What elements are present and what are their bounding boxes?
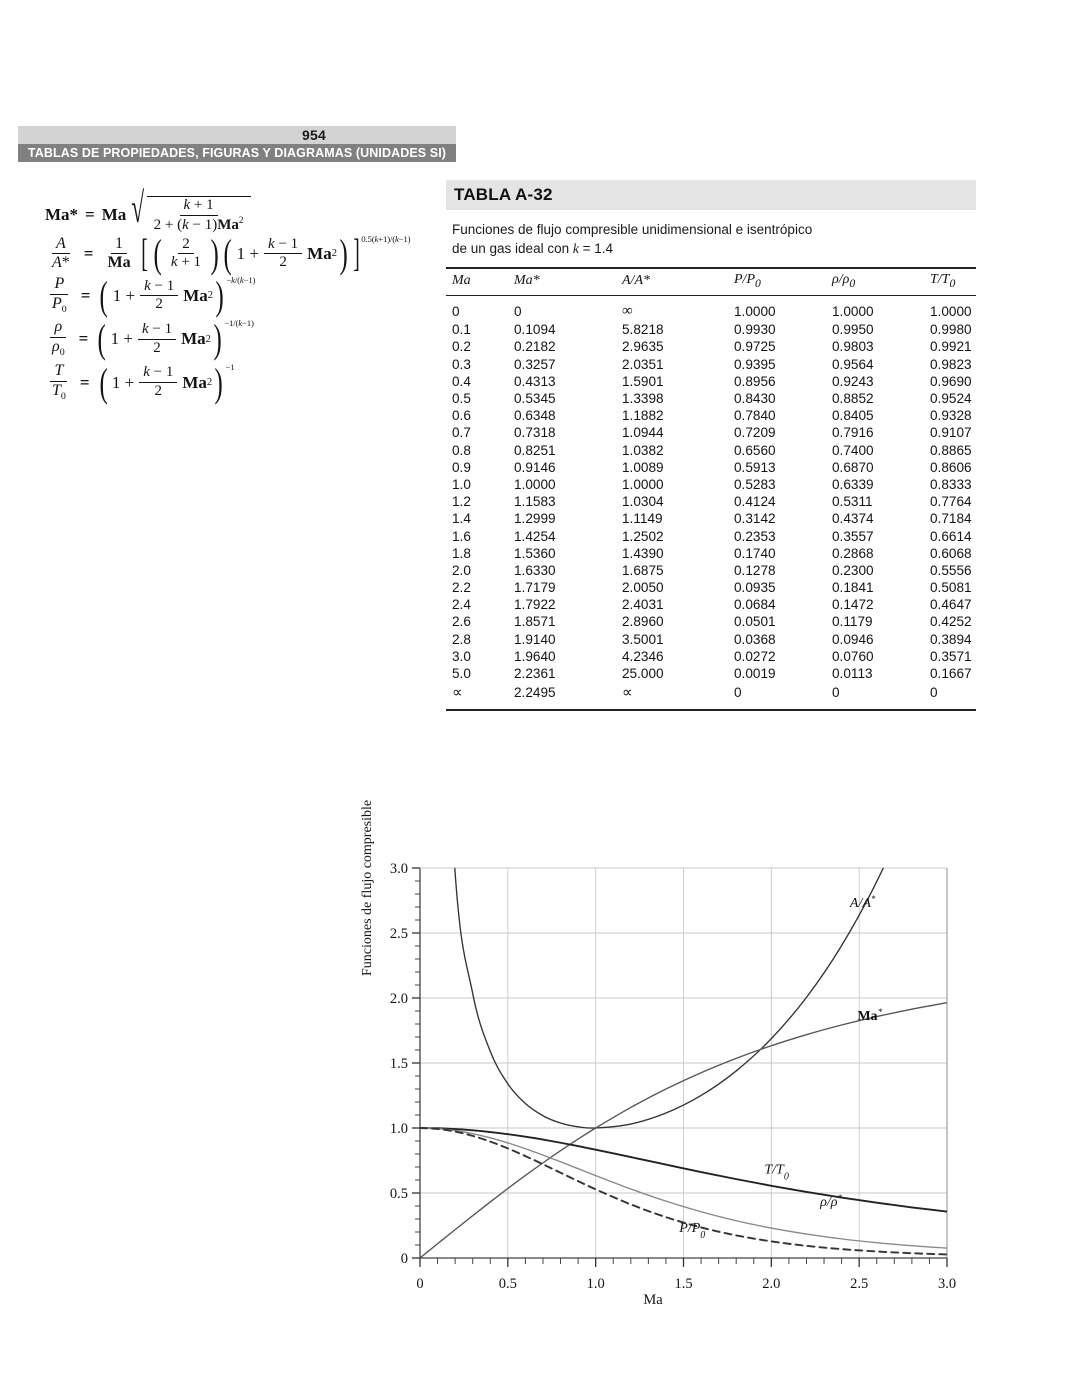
table-cell: 1.6 <box>452 528 471 544</box>
chart-x-tick-label: 3.0 <box>937 1276 957 1288</box>
table-cell: 2.9635 <box>622 339 664 355</box>
running-head-title: TABLAS DE PROPIEDADES, FIGURAS Y DIAGRAMAS (UNIDADES SI) <box>18 144 456 162</box>
chart-x-axis-label: Ma <box>643 1292 663 1308</box>
table-cell: 1.5901 <box>622 373 664 389</box>
table-cell: 0.9690 <box>930 373 972 389</box>
table-cell: 0.6068 <box>930 545 972 561</box>
table-cell: 0.5345 <box>514 391 556 407</box>
table-cell: 0.3 <box>452 356 471 372</box>
data-table <box>446 267 976 711</box>
table-cell: 5.8218 <box>622 322 664 338</box>
table-cell: 0.8956 <box>734 373 776 389</box>
table-row <box>446 545 976 562</box>
table-row <box>446 424 976 441</box>
table-cell: 0.2300 <box>832 562 874 578</box>
table-cell: ∝ <box>452 685 463 702</box>
table-row <box>446 373 976 390</box>
table-cell: 1.0000 <box>622 476 664 492</box>
col-header-ma-star: Ma* <box>514 273 540 289</box>
table-cell: 1.4 <box>452 511 471 527</box>
table-body <box>446 296 976 711</box>
table-cell: 0.6870 <box>832 459 874 475</box>
col-header-pressure-ratio: $P/P_0$ <box>734 272 761 291</box>
table-cell: 0.3257 <box>514 356 556 372</box>
table-row <box>446 493 976 510</box>
table-cell: 0.9146 <box>514 459 556 475</box>
formula-pressure-ratio: $\frac{P}{P_0}$ = ( 1 + $\frac{k - 1}{2}$ Ma 2 ) −k/(k−1) <box>52 272 256 318</box>
table-cell: 0.4124 <box>734 494 776 510</box>
table-cell: 0.0684 <box>734 597 776 613</box>
table-cell: 0.0760 <box>832 648 874 664</box>
table-cell: 1.4254 <box>514 528 556 544</box>
chart-x-tick-label: 2.0 <box>762 1276 781 1288</box>
table-cell: 0.9950 <box>832 322 874 338</box>
table-row <box>446 579 976 596</box>
table-caption <box>446 210 976 258</box>
table-cell: 0.0368 <box>734 631 776 647</box>
table-cell: 2.2 <box>452 580 471 596</box>
caption-text-pre: de un gas ideal con <box>452 241 573 257</box>
table-cell: 0.7318 <box>514 425 556 441</box>
table-cell: 0.7400 <box>832 442 874 458</box>
col-header-temperature-ratio: $T/T_0$ <box>930 272 956 291</box>
table-header <box>446 268 976 295</box>
table-cell: 0 <box>452 304 460 320</box>
col-header-ma: Ma <box>452 273 471 289</box>
table-title-band <box>446 180 976 210</box>
table-cell: 1.9140 <box>514 631 556 647</box>
table-cell: 0.0113 <box>832 666 873 682</box>
table-row <box>446 459 976 476</box>
table-cell: 0 <box>514 304 522 320</box>
table-cell: 1.9640 <box>514 648 556 664</box>
chart-curve-label: A/A* <box>849 894 876 911</box>
table-cell: 1.3398 <box>622 391 664 407</box>
table-row <box>446 682 976 710</box>
table-cell: 0 <box>734 685 742 701</box>
table-cell: 1.0304 <box>622 494 664 510</box>
chart-series-a-a- <box>426 848 947 1128</box>
table-cell: 4.2346 <box>622 648 664 664</box>
running-head-pagenumber-band <box>18 126 456 144</box>
table-cell: 0.5556 <box>930 562 972 578</box>
table-cell: 0.7916 <box>832 425 874 441</box>
table-a32 <box>446 180 976 711</box>
table-cell: 0.6339 <box>832 476 874 492</box>
table-cell: 3.5001 <box>622 631 664 647</box>
table-cell: 0.8251 <box>514 442 556 458</box>
table-cell: 1.0000 <box>930 304 972 320</box>
table-cell: 2.4031 <box>622 597 664 613</box>
table-row <box>446 407 976 424</box>
table-cell: 0.1278 <box>734 562 776 578</box>
chart-curve-label: Ma* <box>857 1007 883 1025</box>
table-header-row <box>446 268 976 295</box>
chart-x-tick-label: 0.5 <box>498 1276 517 1288</box>
table-row <box>446 613 976 630</box>
chart-x-tick-label: 0 <box>416 1276 424 1288</box>
table-row <box>446 665 976 682</box>
table-cell: 1.0944 <box>622 425 664 441</box>
table-cell: 0.9564 <box>832 356 874 372</box>
table-cell: 0.9524 <box>930 391 972 407</box>
table-row <box>446 562 976 579</box>
table-cell: 0.4313 <box>514 373 556 389</box>
table-cell: 0.9980 <box>930 322 972 338</box>
page-number: 954 <box>302 127 326 143</box>
table-cell: 0.4 <box>452 373 471 389</box>
table-cell: 1.1149 <box>622 511 663 527</box>
table-cell: 0.3894 <box>930 631 972 647</box>
table-cell: 1.2 <box>452 494 471 510</box>
table-cell: 1.8571 <box>514 614 556 630</box>
table-cell: ∝ <box>622 685 633 702</box>
table-row <box>446 390 976 407</box>
chart-curve-label: $P/P_0$ <box>679 1221 706 1241</box>
table-cell: 1.0000 <box>832 304 874 320</box>
table-cell: 0.6560 <box>734 442 776 458</box>
formula-density-ratio: $\frac{\rho}{\rho_0}$ = ( 1 + $\frac{k - 1}{2}$ Ma 2 ) −1/(k−1) <box>52 316 254 362</box>
table-cell: 2.8960 <box>622 614 664 630</box>
table-cell: 0.9803 <box>832 339 874 355</box>
table-cell: 0.2353 <box>734 528 776 544</box>
table-cell: ∞ <box>622 303 633 320</box>
table-cell: 0.5 <box>452 391 471 407</box>
table-cell: 2.4 <box>452 597 471 613</box>
formula-temperature-ratio: $\frac{T}{T_0}$ = ( 1 + $\frac{k - 1}{2}$ Ma 2 ) −1 <box>52 359 235 405</box>
chart-y-tick-label: 2.0 <box>389 991 408 1007</box>
col-header-area-ratio: A/A* <box>622 273 650 289</box>
table-cell: 0.9725 <box>734 339 776 355</box>
table-cell: 1.1583 <box>514 494 556 510</box>
table-cell: 0.8865 <box>930 442 972 458</box>
table-cell: 0.5311 <box>832 494 873 510</box>
table-cell: 0.9243 <box>832 373 874 389</box>
table-cell: 3.0 <box>452 648 471 664</box>
table-cell: 0.0946 <box>832 631 874 647</box>
table-cell: 2.0050 <box>622 580 664 596</box>
table-cell: 0.1179 <box>832 614 873 630</box>
table-cell: 0 <box>832 685 840 701</box>
table-row <box>446 631 976 648</box>
table-cell: 0.0935 <box>734 580 776 596</box>
table-cell: 0.3557 <box>832 528 874 544</box>
formula-block <box>45 185 445 408</box>
chart-y-axis-label: Funciones de flujo compresible <box>360 799 375 976</box>
table-cell: 0.3142 <box>734 511 776 527</box>
table-row <box>446 442 976 459</box>
chart-curve-label: $T/T_0$ <box>764 1162 789 1182</box>
chart-y-tick-label: 2.5 <box>389 926 408 942</box>
table-cell: 1.1882 <box>622 408 664 424</box>
table-cell: 0.7764 <box>930 494 972 510</box>
table-cell: 0.8 <box>452 442 471 458</box>
table-cell: 1.8 <box>452 545 471 561</box>
table-cell: 0.6348 <box>514 408 556 424</box>
table-cell: 2.6 <box>452 614 471 630</box>
table-cell: 1.0000 <box>734 304 776 320</box>
table-cell: 0.9107 <box>930 425 972 441</box>
table-cell: 0.5081 <box>930 580 972 596</box>
table-row <box>446 648 976 665</box>
table-cell: 1.0000 <box>514 476 556 492</box>
table-cell: 0.1667 <box>930 666 972 682</box>
table-cell: 0.8333 <box>930 476 972 492</box>
table-caption-line2 <box>452 239 972 258</box>
table-cell: 1.0382 <box>622 442 664 458</box>
table-caption-line1: Funciones de flujo compresible unidimensional e isentrópico <box>452 222 813 237</box>
table-cell: 1.2999 <box>514 511 556 527</box>
chart-y-tick-label: 1.0 <box>389 1121 408 1137</box>
table-cell: 0.2 <box>452 339 471 355</box>
chart-x-tick-label: 1.5 <box>674 1276 693 1288</box>
chart-x-tick-label: 2.5 <box>850 1276 869 1288</box>
table-cell: 0.7209 <box>734 425 776 441</box>
chart-y-tick-label: 0.5 <box>389 1186 408 1202</box>
table-row <box>446 296 976 322</box>
table-cell: 0.7840 <box>734 408 776 424</box>
table-cell: 0.9823 <box>930 356 972 372</box>
table-cell: 0.1740 <box>734 545 776 561</box>
table-row <box>446 338 976 355</box>
chart-y-tick-label: 0 <box>400 1251 408 1267</box>
table-cell: 0.6614 <box>930 528 972 544</box>
table-cell: 0.8405 <box>832 408 874 424</box>
table-cell: 0.6 <box>452 408 471 424</box>
caption-k-symbol: k <box>572 241 579 257</box>
table-cell: 5.0 <box>452 666 471 682</box>
table-cell: 0.1094 <box>514 322 556 338</box>
table-cell: 0.3571 <box>930 648 972 664</box>
table-cell: 0.8852 <box>832 391 874 407</box>
table-cell: 0.9395 <box>734 356 776 372</box>
table-cell: 0.2868 <box>832 545 874 561</box>
formula-area-ratio: $\frac{A}{A*}$ = $\frac{1}{Ma}$ [ ( $\frac{2}{k + 1}$ ) ( 1 + $\frac{k - 1}{2}$ Ma 2 ) ] 0.5(k+1)/(k−1) <box>52 230 411 276</box>
table-cell: 2.0 <box>452 562 471 578</box>
caption-text-post: = 1.4 <box>578 241 613 257</box>
chart-x-tick-label: 1.0 <box>586 1276 605 1288</box>
table-cell: 1.0 <box>452 476 471 492</box>
table-cell: 25.000 <box>622 666 664 682</box>
chart-curve-label: ρ/ρ* <box>820 1193 842 1210</box>
table-cell: 0.9930 <box>734 322 776 338</box>
table-row <box>446 356 976 373</box>
table-cell: 1.6330 <box>514 562 556 578</box>
table-cell: 0.9328 <box>930 408 972 424</box>
compressible-flow-chart <box>358 799 978 1318</box>
table-cell: 1.0089 <box>622 459 664 475</box>
table-cell: 0.7184 <box>930 511 972 527</box>
table-cell: 0.8606 <box>930 459 972 475</box>
table-cell: 1.2502 <box>622 528 664 544</box>
chart-y-tick-label: 1.5 <box>389 1056 408 1072</box>
table-cell: 0.4374 <box>832 511 874 527</box>
table-row <box>446 596 976 613</box>
table-cell: 0.8430 <box>734 391 776 407</box>
table-cell: 0.4252 <box>930 614 972 630</box>
table-cell: 0.5913 <box>734 459 776 475</box>
table-cell: 0.2182 <box>514 339 556 355</box>
col-header-density-ratio: $\rho/\rho_0$ <box>832 272 856 291</box>
table-cell: 1.5360 <box>514 545 556 561</box>
table-cell: 0.1472 <box>832 597 874 613</box>
table-cell: 1.7179 <box>514 580 556 596</box>
table-cell: 0.0019 <box>734 666 776 682</box>
table-cell: 0.0501 <box>734 614 776 630</box>
table-cell: 2.2495 <box>514 685 556 701</box>
running-head <box>18 126 456 162</box>
table-row <box>446 321 976 338</box>
formula-ma-star: Ma* = Ma √ $\frac{k + 1}{2 + (k - 1)Ma^2}$ <box>45 196 445 234</box>
table-row <box>446 476 976 493</box>
table-cell: 2.2361 <box>514 666 556 682</box>
chart-plot-area <box>358 848 978 1288</box>
table-cell: 0.4647 <box>930 597 972 613</box>
table-cell: 1.4390 <box>622 545 664 561</box>
table-label: TABLA A-32 <box>454 185 553 204</box>
table-row <box>446 510 976 527</box>
chart-y-tick-label: 3.0 <box>389 861 408 877</box>
table-cell: 0.1841 <box>832 580 874 596</box>
table-row <box>446 527 976 544</box>
table-cell: 1.7922 <box>514 597 556 613</box>
table-cell: 2.8 <box>452 631 471 647</box>
table-cell: 2.0351 <box>622 356 664 372</box>
table-cell: 0.9921 <box>930 339 972 355</box>
table-cell: 0.7 <box>452 425 471 441</box>
table-cell: 0.9 <box>452 459 471 475</box>
table-cell: 0 <box>930 685 938 701</box>
table-cell: 0.0272 <box>734 648 776 664</box>
table-cell: 1.6875 <box>622 562 664 578</box>
table-cell: 0.5283 <box>734 476 776 492</box>
table-cell: 0.1 <box>452 322 471 338</box>
